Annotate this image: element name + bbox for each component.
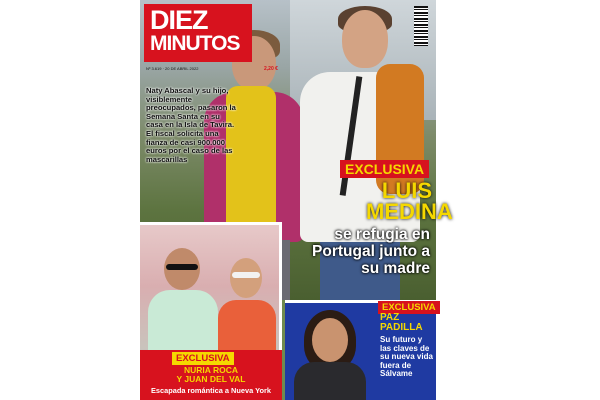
main-name-line2: MEDINA: [366, 199, 453, 224]
white-sunglasses: [232, 272, 260, 278]
paz-story-text: Su futuro y las claves de su nueva vida fuera de Sálvame: [380, 335, 433, 379]
barcode: [414, 6, 428, 46]
main-story-name: [366, 178, 453, 224]
paz-exclusive-badge: EXCLUSIVA: [378, 301, 440, 314]
juan-figure: [148, 246, 218, 356]
paz-name: [380, 313, 423, 333]
issue-price: 2,20 €: [264, 66, 278, 72]
nuria-names-line2: Y JUAN DEL VAL: [176, 374, 246, 384]
nuria-subtitle: Escapada romántica a Nueva York: [150, 386, 272, 395]
nuria-names: [140, 366, 282, 384]
issue-info: Nº 3.619 · 20 DE ABRIL 2022: [146, 66, 199, 71]
main-name-line1: LUIS: [381, 178, 432, 203]
nuria-exclusive-badge: EXCLUSIVA: [172, 352, 234, 365]
naty-story-text: Naty Abascal y su hijo, visiblemente preocupados, pasaron la Semana Santa en su casa en la Isla de Tavira. El fiscal solicita una fianza de casi 900.000 euros por el caso de las mascarillas: [146, 86, 236, 164]
paz-name-line2: PADILLA: [380, 322, 423, 333]
sunglasses: [166, 264, 198, 270]
nuria-names-line1: NURIA ROCA: [184, 365, 238, 375]
paz-portrait: [290, 304, 370, 400]
masthead-line2: MINUTOS: [150, 32, 240, 55]
magazine-cover: [140, 0, 453, 400]
main-exclusive-badge: EXCLUSIVA: [340, 160, 429, 178]
nuria-figure: [216, 258, 278, 358]
main-headline: se refugia en Portugal junto a su madre: [312, 226, 430, 277]
masthead-logo: [144, 4, 252, 62]
paz-name-line1: PAZ: [380, 312, 400, 323]
masthead-line1: DIEZ: [150, 5, 208, 35]
